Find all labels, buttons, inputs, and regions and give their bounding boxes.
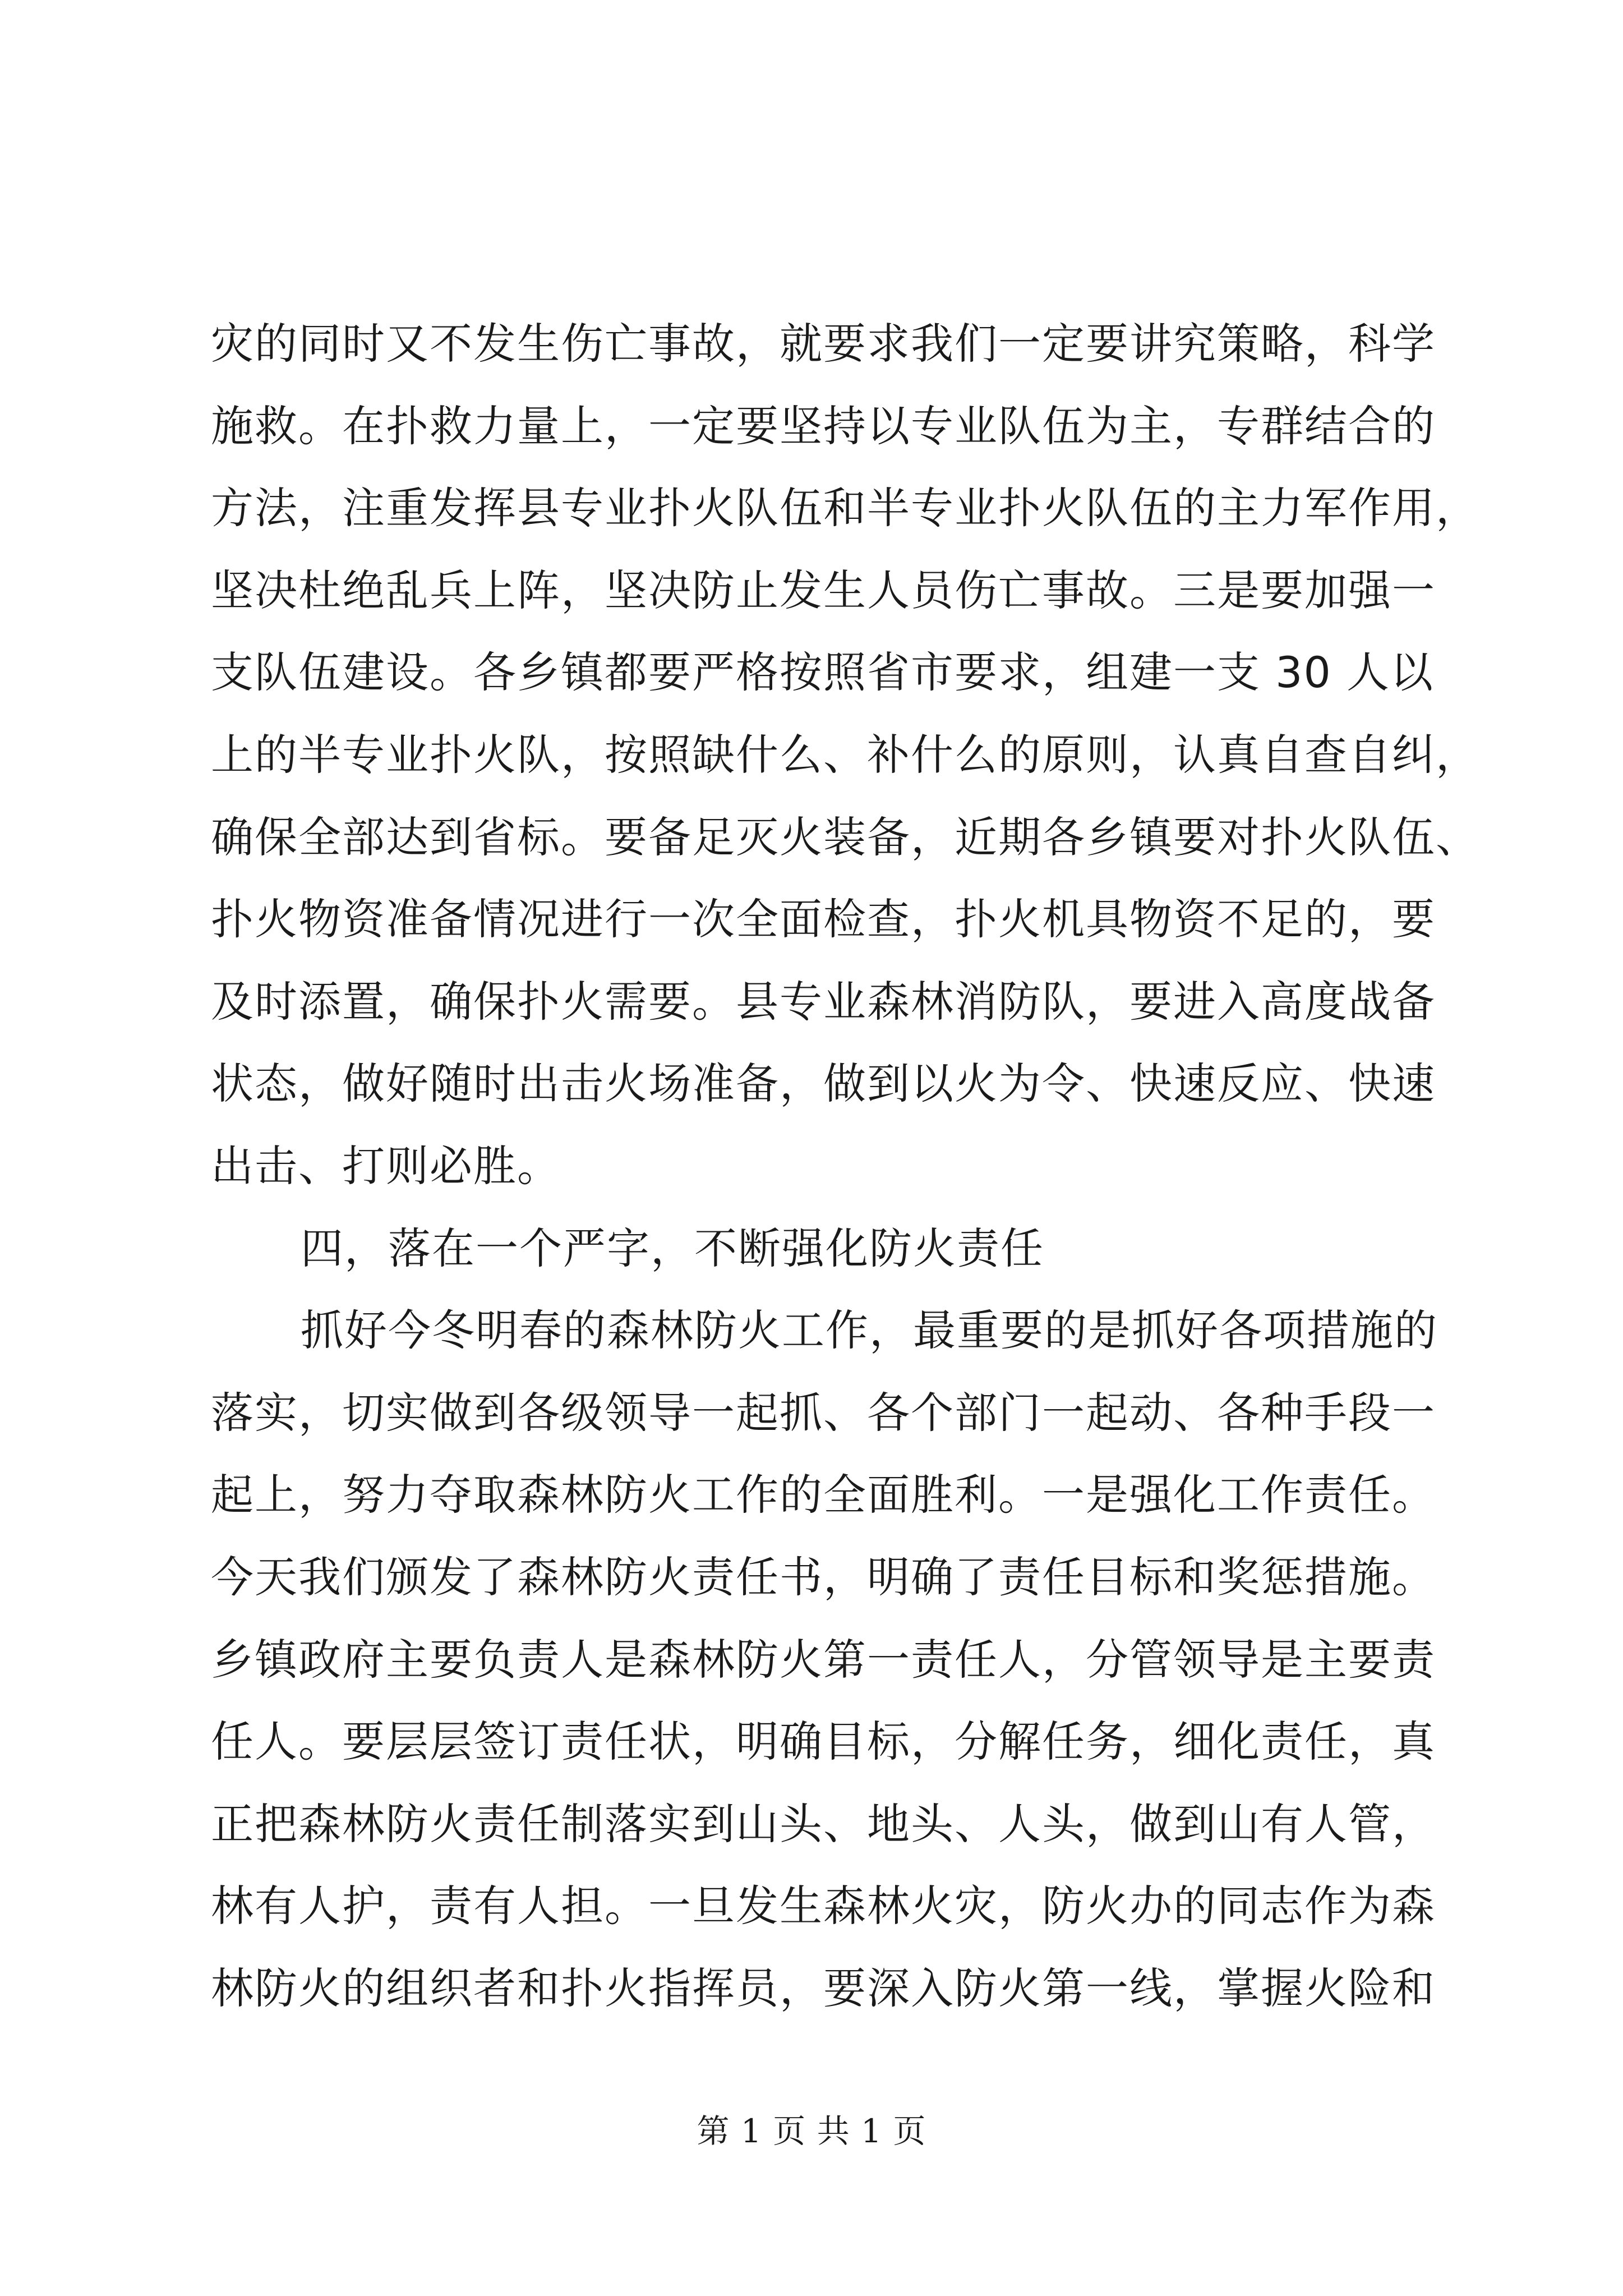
text-line: 上的半专业扑火队，按照缺什么、补什么的原则，认真自查自纠， bbox=[211, 729, 1479, 780]
text-line: 抓好今冬明春的森林防火工作，最重要的是抓好各项措施的 bbox=[301, 1305, 1438, 1356]
text-line: 施救。在扑救力量上，一定要坚持以专业队伍为主，专群结合的 bbox=[211, 401, 1436, 451]
text-line: 林防火的组织者和扑火指挥员，要深入防火第一线，掌握火险和 bbox=[211, 1963, 1436, 2013]
text-line: 扑火物资准备情况进行一次全面检查，扑火机具物资不足的，要 bbox=[211, 894, 1436, 945]
text-line: 方法，注重发挥县专业扑火队伍和半专业扑火队伍的主力军作用， bbox=[211, 483, 1479, 533]
text-line: 出击、打则必胜。 bbox=[211, 1140, 561, 1191]
text-line: 支队伍建设。各乡镇都要严格按照省市要求，组建一支 30 人以 bbox=[211, 647, 1435, 698]
page-footer: 第 1 页 共 1 页 bbox=[697, 2112, 926, 2150]
text-line: 林有人护，责有人担。一旦发生森林火灾，防火办的同志作为森 bbox=[211, 1881, 1436, 1931]
text-line: 起上，努力夺取森林防火工作的全面胜利。一是强化工作责任。 bbox=[211, 1470, 1436, 1520]
text-line: 落实，切实做到各级领导一起抓、各个部门一起动、各种手段一 bbox=[211, 1387, 1436, 1438]
text-line: 四，落在一个严字，不断强化防火责任 bbox=[301, 1223, 1044, 1273]
text-line: 状态，做好随时出击火场准备，做到以火为令、快速反应、快速 bbox=[211, 1059, 1436, 1109]
text-line: 坚决杜绝乱兵上阵，坚决防止发生人员伤亡事故。三是要加强一 bbox=[211, 565, 1436, 615]
text-line: 确保全部达到省标。要备足灭火装备，近期各乡镇要对扑火队伍、 bbox=[211, 812, 1479, 862]
text-line: 正把森林防火责任制落实到山头、地头、人头，做到山有人管， bbox=[211, 1798, 1436, 1849]
text-line: 及时添置，确保扑火需要。县专业森林消防队，要进入高度战备 bbox=[211, 976, 1436, 1027]
text-line: 灾的同时又不发生伤亡事故，就要求我们一定要讲究策略，科学 bbox=[211, 319, 1436, 369]
document-body bbox=[211, 303, 1479, 2030]
text-line: 乡镇政府主要负责人是森林防火第一责任人，分管领导是主要责 bbox=[211, 1634, 1436, 1685]
text-line: 今天我们颁发了森林防火责任书，明确了责任目标和奖惩措施。 bbox=[211, 1552, 1436, 1602]
text-line: 任人。要层层签订责任状，明确目标，分解任务，细化责任，真 bbox=[211, 1717, 1436, 1767]
